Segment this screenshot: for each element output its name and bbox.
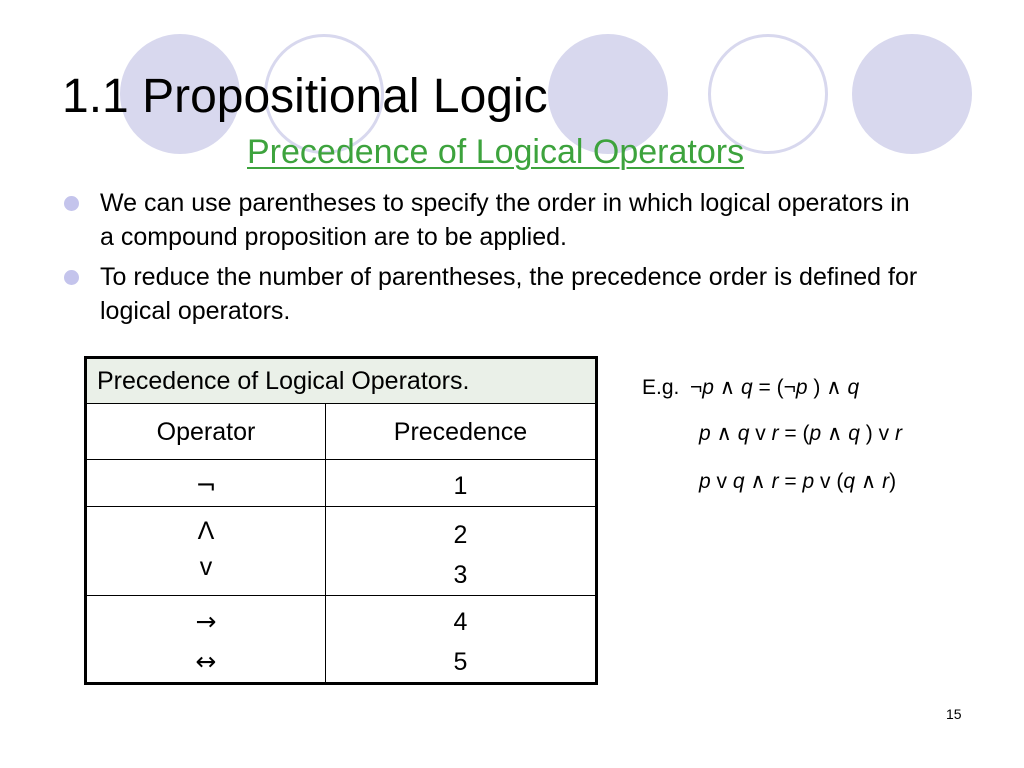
formula-variable: r (882, 470, 890, 493)
formula-variable: q (848, 422, 860, 445)
formula-text: ) (889, 470, 897, 493)
bullet-item (64, 186, 924, 254)
example-line-2 (699, 420, 902, 448)
example-line-1 (690, 374, 859, 402)
formula-text: = ( (778, 422, 810, 445)
formula-variable: q (843, 470, 856, 493)
operator-cell (86, 460, 326, 507)
header-operator: Operator (86, 404, 326, 460)
formula-variable: q (741, 376, 753, 399)
bullet-dot-icon (64, 270, 79, 285)
precedence-cell (326, 460, 597, 507)
precedence-value: 1 (453, 472, 468, 500)
slide-number: 15 (946, 706, 962, 722)
formula-variable: r (894, 422, 902, 445)
slide-subtitle: Precedence of Logical Operators (247, 133, 745, 171)
formula-variable: r (771, 422, 779, 445)
precedence-cell (326, 507, 597, 596)
operator-symbol: ↔ (195, 647, 217, 676)
formula-variable: q (732, 470, 745, 493)
formula-text: ∧ (713, 376, 741, 399)
table-caption: Precedence of Logical Operators. (86, 358, 597, 404)
bullet-item (64, 260, 924, 328)
formula-text: v ( (814, 470, 844, 493)
operator-symbol: v (199, 553, 213, 581)
formula-variable: q (737, 422, 750, 445)
bullet-dot-icon (64, 196, 79, 211)
precedence-value: 2 (453, 521, 468, 549)
precedence-value: 5 (453, 648, 468, 676)
formula-variable: r (771, 470, 779, 493)
bullet-list (64, 186, 924, 334)
formula-variable: p (802, 470, 815, 493)
formula-text: = (778, 470, 803, 493)
formula-text: ∧ (710, 422, 738, 445)
precedence-table (84, 356, 598, 685)
bullet-text: We can use parentheses to specify the order in which logical operators in a compound proposition are to be applied. (100, 189, 910, 251)
example-prefix: E.g. (642, 376, 680, 399)
formula-text: ) ∧ (807, 376, 848, 399)
operator-symbol: ¬ (195, 471, 217, 500)
precedence-cell (326, 596, 597, 684)
table-caption-row (86, 358, 597, 404)
formula-variable: p (699, 470, 711, 493)
operator-symbol: → (195, 607, 217, 636)
table-row (86, 460, 597, 507)
formula-text: v (710, 470, 733, 493)
example-line-3 (699, 468, 896, 496)
table-header-row (86, 404, 597, 460)
table-row (86, 507, 597, 596)
precedence-value: 3 (453, 561, 468, 589)
precedence-value: 4 (453, 608, 468, 636)
formula-variable: p (809, 422, 822, 445)
decor-circle-5 (852, 34, 972, 154)
header-precedence: Precedence (326, 404, 597, 460)
operator-symbol: Λ (197, 517, 215, 545)
formula-text: v (749, 422, 772, 445)
formula-variable: p (795, 376, 808, 399)
formula-text: ¬ (690, 376, 703, 399)
formula-text: ∧ (855, 470, 883, 493)
formula-text: ∧ (744, 470, 772, 493)
formula-text: ) v (859, 422, 895, 445)
formula-text: ∧ (821, 422, 849, 445)
slide-title: 1.1 Propositional Logic (62, 70, 548, 123)
table-row (86, 596, 597, 684)
operator-cell (86, 507, 326, 596)
bullet-text: To reduce the number of parentheses, the precedence order is defined for logical operators. (100, 263, 918, 325)
formula-variable: p (702, 376, 714, 399)
formula-variable: q (847, 376, 860, 399)
formula-text: = (¬ (752, 376, 796, 399)
formula-variable: p (699, 422, 711, 445)
operator-cell (86, 596, 326, 684)
